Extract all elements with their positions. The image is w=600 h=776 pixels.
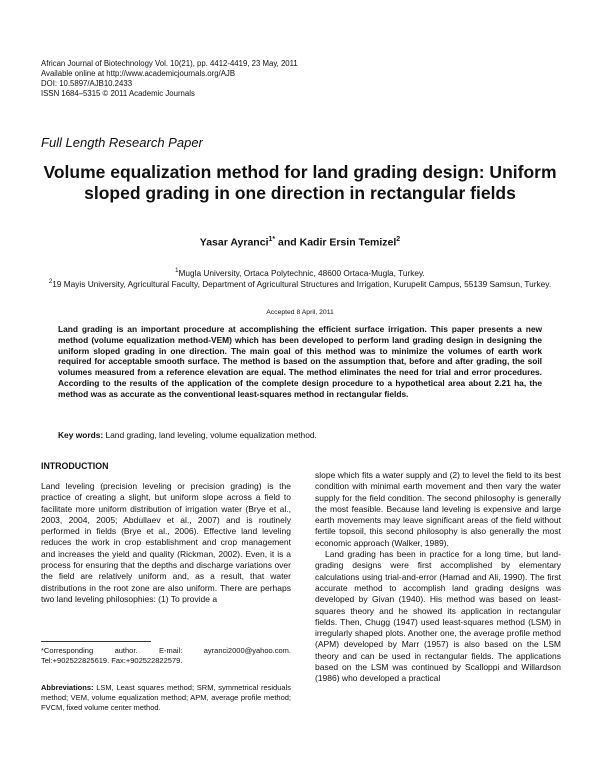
intro-paragraph-2: slope which fits a water supply and (2) to level the field to its best condition with minimal earth movement and then vary the water supply for the field condition. The second philosophy is generally the most feasible. Because land leveling is expensive and large earth movements may leave significant areas of the field without fertile topsoil, this second philosophy is also generally the most economic approach (Walker, 1989). [315, 470, 561, 548]
intro-paragraph-3: Land grading has been in practice for a long time, but land-grading designs were first accomplished by elementary calculations using trial-and-error (Hamad and Ali, 1990). The first accurate method to accomplish land grading designs was developed by Givan (1940). His method was based on least-squares theory and he showed its application in rectangular fields. Then, Chugg (1947) used least-squares method (LSM) in irregularly shaped plots. Another one, the average profile method (APM) developed by Marr (1957) is also based on the LSM theory and can be used in rectangular fields. The applications based on the LSM was continued by Scalloppi and Willardson (1986) who developed a practical [315, 549, 561, 684]
journal-citation: African Journal of Biotechnology Vol. 10(21), pp. 4412-4419, 23 May, 2011 [41, 59, 298, 68]
footnote-divider [41, 641, 151, 642]
affiliation-1-text: Mugla University, Ortaca Polytechnic, 48600 Ortaca-Mugla, Turkey. [178, 267, 425, 278]
affiliation-2-text: 19 Mayis University, Agricultural Faculty, Department of Agricultural Structures and Irrigation, Kurupelit Campus, 55139 Samsun, Turkey. [52, 278, 552, 289]
abstract: Land grading is an important procedure at accomplishing the efficient surface irrigation. This paper presents a new method (volume equalization method-VEM) which has been developed to perform land grading design in designing the uniform sloped grading in one direction. The main goal of this method was to minimize the volumes of earth work required for acceptable smooth surface. The method is based on the assumption that, before and after grading, the soil volumes measured from a reference elevation are equal. The method eliminates the need for trial and error procedures. According to the results of the application of the complete design procedure to a hypothetical area about 2.21 ha, the method was as accurate as the conventional least-squares method in rectangular fields. [58, 324, 542, 399]
article-type: Full Length Research Paper [41, 135, 203, 150]
affiliation-2-sup: 2 [48, 279, 53, 285]
author-2: Kadir Ersin Temizel [299, 236, 397, 249]
authors-and: and [275, 236, 300, 249]
journal-info [41, 59, 441, 99]
keywords [58, 430, 542, 440]
left-column [41, 481, 291, 605]
keywords-label: Key words: [58, 430, 104, 440]
author-2-sup: 2 [396, 236, 401, 243]
abbreviations-label: Abbreviations: [41, 683, 94, 692]
affiliation-1-sup: 1 [175, 268, 179, 274]
authors [40, 236, 560, 249]
right-column [315, 470, 561, 685]
author-1-sup: 1* [268, 236, 276, 243]
journal-doi: DOI: 10.5897/AJB10.2433 [41, 79, 133, 88]
intro-paragraph-1: Land leveling (precision leveling or precision grading) is the practice of creating a slight, but uniform slope across a field to facilitate more uniform distribution of irrigation water (Brye et al., 2003, 2004, 2005; Abdullaev et al., 2007) and is routinely performed in fields (Brye et al., 2006). Effective land leveling reduces the work in crop establishment and crop management and increases the yield and quality (Rickman, 2002). Even, it is a process for ensuring that the depths and discharge variations over the field are relatively uniform and, as a result, that water distributions in the root zone are also uniform. There are perhaps two land leveling philosophies: (1) To provide a [41, 481, 291, 604]
section-heading-introduction: INTRODUCTION [41, 461, 109, 471]
accepted-date: Accepted 8 April, 2011 [266, 309, 334, 316]
journal-issn: ISSN 1684–5315 © 2011 Academic Journals [41, 89, 195, 98]
abbreviations-text: LSM, Least squares method; SRM, symmetrical residuals method; VEM, volume equalization method; APM, average profile method; FVCM, fixed volume center method. [41, 683, 294, 712]
corresponding-author-footnote: *Corresponding author. E-mail: ayranci2000@yahoo.com. Tel:+902522825619. Fax:+902522822579. [41, 646, 291, 665]
abbreviations [41, 683, 294, 713]
author-1: Yasar Ayranci [199, 236, 269, 249]
affiliation-2 [40, 277, 560, 290]
paper-title: Volume equalization method for land grading design: Uniform sloped grading in one direction in rectangular fields [43, 162, 557, 203]
journal-url: Available online at http://www.academicjournals.org/AJB [41, 69, 236, 78]
keywords-text: Land grading, land leveling, volume equalization method. [103, 430, 317, 440]
